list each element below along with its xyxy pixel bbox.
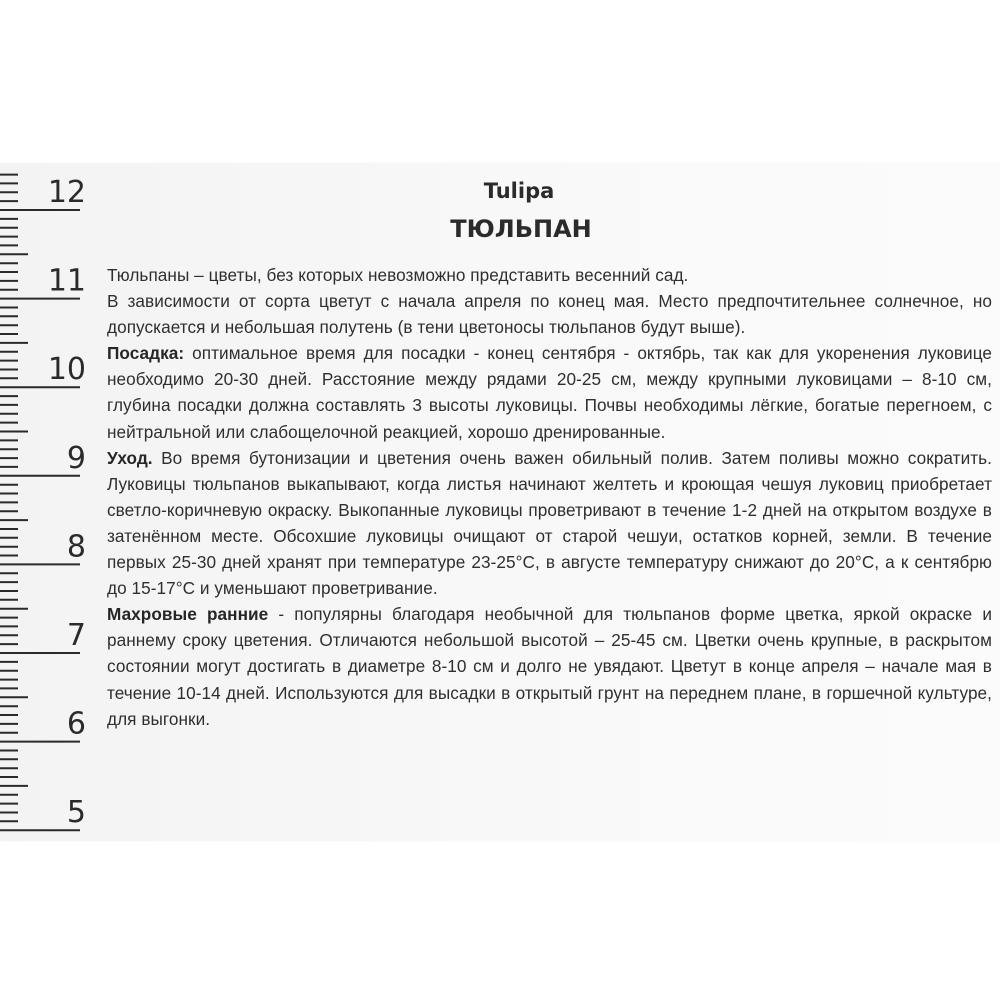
care-heading: Уход. <box>107 447 153 468</box>
intro-line: Тюльпаны – цветы, без которых невозможно представить весенний сад. <box>107 265 689 285</box>
flowering-paragraph <box>107 288 992 340</box>
ruler-label: 7 <box>66 618 86 653</box>
description-text <box>107 262 992 732</box>
care-paragraph <box>107 445 992 602</box>
russian-name: ТЮЛЬПАН <box>450 215 592 243</box>
ruler-label: 11 <box>47 263 86 299</box>
ruler-label: 6 <box>66 706 86 742</box>
flowering-text: В зависимости от сорта цветут с начала апреля по конец мая. Место предпочтительнее солнечное, но допускается и небольшая полутень (в тени цветоносы тюльпанов будут выше). <box>107 291 992 338</box>
latin-name: Tulipa <box>483 179 555 203</box>
variety-heading: Махровые ранние <box>107 604 269 625</box>
variety-text: - популярны благодаря необычной для тюльпанов форме цветка, яркой окраске и раннему сроку цветения. Отличаются небольшой высотой – 25-45 см. Цветки очень крупные, в раскрытом состоянии могут достигать в диаметре 8-10 см и долго не увядают. Цветут в конце апреля – начале мая в течение 10-14 дней. Используются для высадки в открытый грунт на переднем плане, в горшечной культуре, для выгонки. <box>107 604 992 729</box>
intro-paragraph <box>107 262 992 288</box>
planting-paragraph <box>107 340 992 444</box>
seed-packet-label <box>0 163 1000 841</box>
ruler-label: 5 <box>66 795 86 831</box>
ruler-label: 8 <box>66 529 86 565</box>
planting-heading: Посадка: <box>107 343 185 364</box>
variety-paragraph <box>107 601 992 731</box>
ruler-label: 9 <box>66 440 86 476</box>
care-text: Во время бутонизации и цветения очень важен обильный полив. Затем поливы можно сократить. Луковицы тюльпанов выкапывают, когда листья начинают желтеть и кроющая чешуя луковиц приобретает светло-коричневую окраску. Выкопанные луковицы проветривают в течение 1-2 дней на открытом воздухе в затенённом месте. Обсохшие луковицы очищают от старой чешуи, остатков корней, земли. В течение первых 25-30 дней хранят при температуре 23-25°С, в августе температуру снижают до 20°С, а к сентябрю до 15-17°С и уменьшают проветривание. <box>107 447 992 599</box>
ruler <box>0 163 100 841</box>
ruler-label: 10 <box>47 352 86 388</box>
ruler-label: 12 <box>47 175 86 210</box>
planting-text: оптимальное время для посадки - конец сентября - октябрь, так как для укоренения луковице необходимо 20-30 дней. Расстояние между рядами 20-25 см, между крупными луковицами – 8-10 см, глубина посадки должна составлять 3 высоты луковицы. Почвы необходимы лёгкие, богатые перегноем, с нейтральной или слабощелочной реакцией, хорошо дренированные. <box>107 343 992 442</box>
